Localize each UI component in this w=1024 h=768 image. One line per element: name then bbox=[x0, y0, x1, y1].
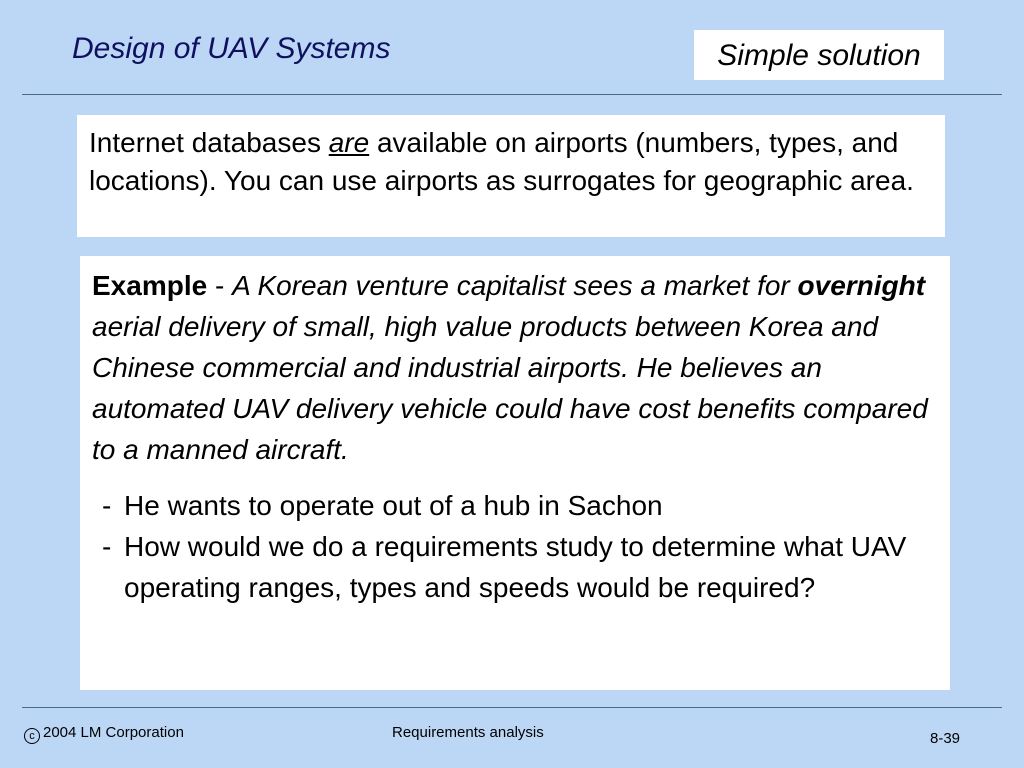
copyright-text: 2004 LM Corporation bbox=[43, 724, 184, 741]
example-bullet-list bbox=[92, 485, 938, 608]
intro-text-before: Internet databases bbox=[89, 127, 329, 158]
bullet-dash: - bbox=[102, 490, 112, 521]
example-text-1: A Korean venture capitalist sees a market for bbox=[232, 270, 798, 301]
bullet-text: How would we do a requirements study to determine what UAV operating ranges, types and speeds would be required? bbox=[124, 531, 907, 603]
bullet-dash: - bbox=[102, 531, 112, 562]
example-text-2: aerial delivery of small, high value products between Korea and Chinese commercial and industrial airports. He believes an automated UAV delivery vehicle could have cost benefits compared to a manned aircraft. bbox=[92, 311, 928, 465]
intro-textbox bbox=[77, 115, 945, 237]
intro-text-after: available on airports (numbers, types, and locations). You can use airports as surrogates for geographic area. bbox=[89, 127, 914, 196]
example-dash: - bbox=[207, 270, 233, 301]
copyright-icon: c bbox=[24, 728, 40, 744]
bullet-item bbox=[102, 485, 938, 526]
footer-divider bbox=[22, 707, 1002, 708]
example-paragraph bbox=[92, 265, 938, 470]
footer-copyright bbox=[24, 724, 184, 744]
page-number: 8-39 bbox=[930, 730, 961, 747]
intro-emphasis: are bbox=[328, 127, 370, 158]
bullet-item bbox=[102, 526, 938, 608]
footer-section-title: Requirements analysis bbox=[392, 724, 544, 741]
slide-title: Design of UAV Systems bbox=[72, 32, 391, 65]
example-textbox bbox=[80, 256, 950, 690]
slide-topic: Simple solution bbox=[694, 30, 944, 80]
example-bold-word: overnight bbox=[797, 270, 926, 301]
header-divider bbox=[22, 94, 1002, 95]
bullet-text: He wants to operate out of a hub in Sachon bbox=[124, 490, 663, 521]
example-label: Example bbox=[92, 270, 208, 301]
